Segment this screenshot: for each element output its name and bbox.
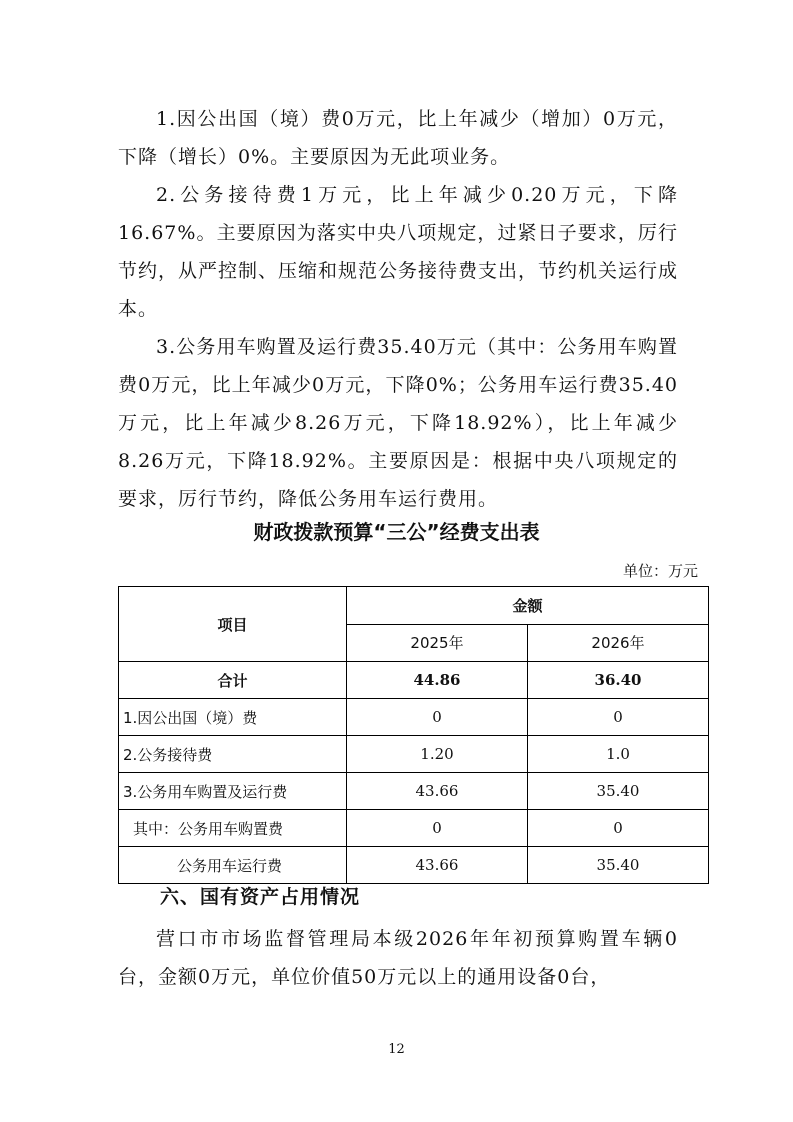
row-label: 2.公务接待费 xyxy=(119,736,347,773)
table-unit: 单位：万元 xyxy=(622,562,698,580)
table-row xyxy=(119,699,709,736)
row-value-2025: 43.66 xyxy=(347,773,528,810)
row-label: 3.公务用车购置及运行费 xyxy=(119,773,347,810)
row-value-2026: 0 xyxy=(528,810,709,847)
row-value-2026: 35.40 xyxy=(528,847,709,884)
table-row xyxy=(119,773,709,810)
table-title: 财政拨款预算“三公”经费支出表 xyxy=(253,520,540,544)
section-heading: 六、国有资产占用情况 xyxy=(160,886,361,908)
header-year-2025: 2025年 xyxy=(347,624,528,662)
row-value-2025: 0 xyxy=(347,699,528,736)
row-label: 其中：公务用车购置费 xyxy=(119,810,347,847)
header-item: 项目 xyxy=(119,587,347,662)
row-value-2025: 44.86 xyxy=(347,662,528,699)
table-row-total xyxy=(119,662,709,699)
table-row xyxy=(119,810,709,847)
paragraph-reception: 2.公务接待费1万元，比上年减少0.20万元，下降16.67%。主要原因为落实中央八项规定，过紧日子要求，厉行节约，从严控制、压缩和规范公务接待费支出，节约机关运行成本。 xyxy=(118,184,679,320)
row-label: 合计 xyxy=(119,662,347,699)
header-amount: 金额 xyxy=(347,587,709,625)
row-label: 公务用车运行费 xyxy=(119,847,347,884)
row-value-2026: 35.40 xyxy=(528,773,709,810)
table-row xyxy=(119,847,709,884)
table-row xyxy=(119,736,709,773)
three-public-expenses-table xyxy=(118,586,709,884)
row-value-2026: 1.0 xyxy=(528,736,709,773)
row-value-2025: 1.20 xyxy=(347,736,528,773)
row-label: 1.因公出国（境）费 xyxy=(119,699,347,736)
paragraph-state-assets: 营口市市场监督管理局本级2026年年初预算购置车辆0台，金额0万元，单位价值50万元以上的通用设备0台， xyxy=(118,928,678,988)
table-header-row xyxy=(119,587,709,625)
header-year-2026: 2026年 xyxy=(528,624,709,662)
row-value-2025: 43.66 xyxy=(347,847,528,884)
row-value-2025: 0 xyxy=(347,810,528,847)
paragraph-vehicles: 3.公务用车购置及运行费35.40万元（其中：公务用车购置费0万元，比上年减少0万元，下降0%；公务用车运行费35.40万元，比上年减少8.26万元，下降18.92%），比上年减少8.26万元，下降18.92%。主要原因是：根据中央八项规定的要求，厉行节约，降低公务用车运行费用。 xyxy=(118,336,678,510)
row-value-2026: 0 xyxy=(528,699,709,736)
page-number: 12 xyxy=(388,1042,405,1057)
row-value-2026: 36.40 xyxy=(528,662,709,699)
paragraph-overseas-travel: 1.因公出国（境）费0万元，比上年减少（增加）0万元，下降（增长）0%。主要原因为无此项业务。 xyxy=(118,108,678,168)
